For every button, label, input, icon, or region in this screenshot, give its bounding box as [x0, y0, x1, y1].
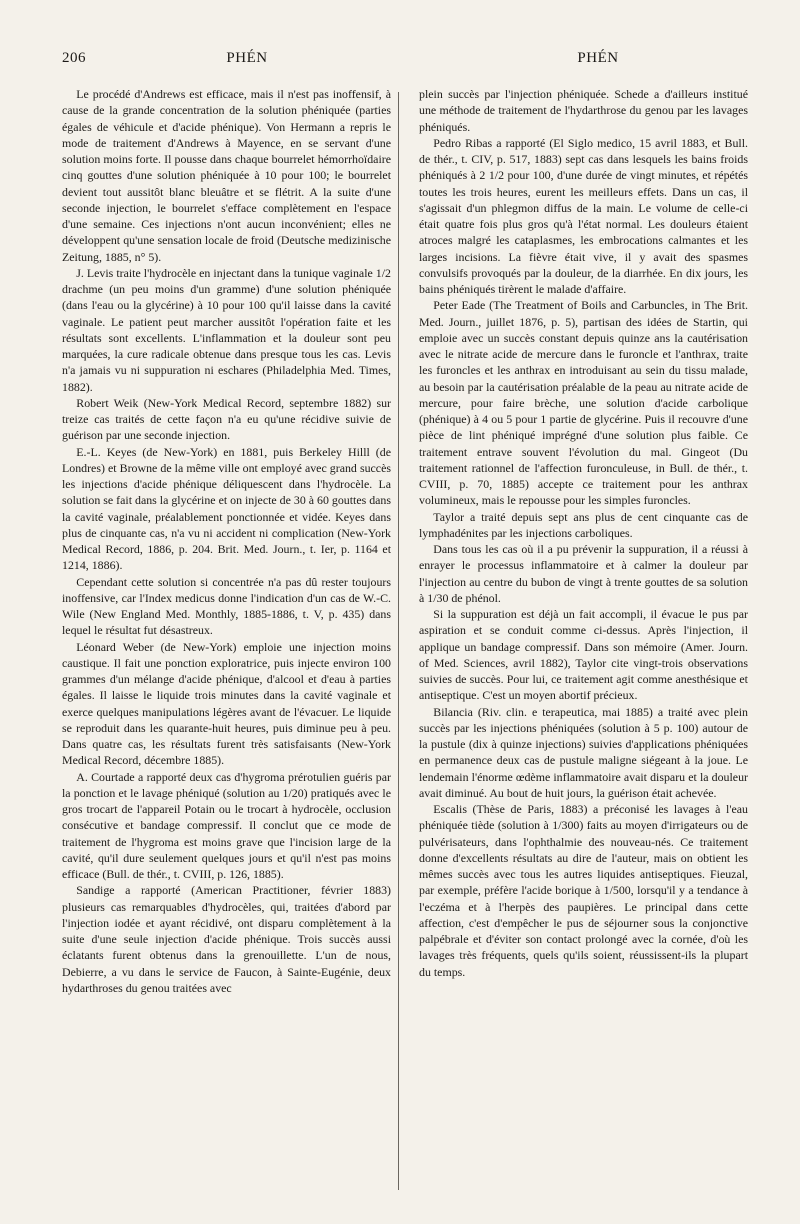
- paragraph: Dans tous les cas où il a pu prévenir la suppuration, il a réussi à enrayer le processus inflammatoire et à calmer la douleur par l'injection au centre du bubon de vingt à trente gouttes de sa solution à 1/30 de phénol.: [419, 542, 748, 605]
- paragraph: Taylor a traité depuis sept ans plus de cent cinquante cas de lymphadénites par les injections carboliques.: [419, 509, 748, 540]
- paragraph: plein succès par l'injection phéniquée. Schede a d'ailleurs institué une méthode de traitement de l'hydarthrose du genou par les lavages phéniqués.: [419, 87, 748, 134]
- paragraph: Escalis (Thèse de Paris, 1883) a préconisé les lavages à l'eau phéniquée tiède (solution à 1/300) faits au moyen d'irrigateurs ou de pulvérisateurs, dans l'ophthalmie des nouveau-nés. Ce traitement donne d'excellents résultats au dire de l'auteur, mais on obtient les mêmes succès avec tous les autres liquides antiseptiques. Fieuzal, par exemple, préfère l'acide borique à 1/500, lorsqu'il y a tendance à l'eczéma et à l'herpès des paupières. Le principal dans cette affection, c'est d'empêcher le pus de séjourner sous la conjonctive palpébrale et d'éviter son contact prolongé avec la cornée, d'où les lavages très fréquents, quels qu'ils soient, réussissent-ils la plupart du temps.: [419, 802, 748, 979]
- paragraph: Bilancia (Riv. clin. e terapeutica, mai 1885) a traité avec plein succès par les injections phéniquées (solution à 5 p. 100) autour de la pustule (dix à quinze injections) suivies d'applications phéniquées en permanence deux cas de pustule maligne siégeant à la joue. Le lendemain l'énorme œdème inflammatoire avait disparu et la douleur avait diminué. Au bout de huit jours, la guérison était achevée.: [419, 704, 748, 800]
- right-column: [419, 86, 748, 1196]
- paragraph: Sandige a rapporté (American Practitioner, février 1883) plusieurs cas remarquables d'hydrocèles, qui, traitées d'abord par l'injection iodée et ayant récidivé, ont disparu complètement à la suite d'une seule injection d'acide phénique. Trois succès aussi éclatants furent obtenus dans la grenouillette. L'un de nous, Debierre, a vu dans le service de Faucon, à Sainte-Eugénie, deux hydarthroses du genou traitées avec: [62, 883, 391, 995]
- paragraph: E.-L. Keyes (de New-York) en 1881, puis Berkeley Hilll (de Londres) et Browne de la même ville ont employé avec grand succès les injections d'acide phénique déliquescent dans l'hydrocèle. La solution se fait dans la glycérine et on injecte de 30 à 60 gouttes dans la cavité vaginale, préalablement ponctionnée et vidée. Keyes dans plus de cinquante cas, n'a vu ni accident ni complication (New-York Medical Record, 1886, p. 204. Brit. Med. Journ., t. Ier, p. 1164 et 1214, 1886).: [62, 444, 391, 573]
- paragraph: Robert Weik (New-York Medical Record, septembre 1882) sur treize cas traités de cette façon n'a eu qu'une récidive suivie de guérison par une seconde injection.: [62, 395, 391, 443]
- paragraph: Peter Eade (The Treatment of Boils and Carbuncles, in The Brit. Med. Journ., juillet 1876, p. 5), partisan des idées de Startin, qui emploie avec un succès constant depuis quinze ans la cautérisation avec le nitrate acide de mercure dans le furoncle et l'anthrax, traite les furoncles et les anthrax en introduisant au sein du tissu malade, au besoin par la cautérisation préalable de la peau au nitrate acide de mercure, pour faire brèche, une solution d'acide carbolique (phénique) à 4 ou 5 pour 1 partie de glycérine. Puis il recouvre d'une pièce de lint phéniqué imprégné d'une solution plus faible. Ce traitement entrave souvent l'évolution du mal. Gingeot (Du traitement rationnel de l'affection furonculeuse, in Bull. de thér., t. CVIII, p. 70, 1885) accepte ce traitement pour les anthrax volumineux, mais le repousse pour les simples furoncles.: [419, 298, 748, 508]
- page-number: 206: [62, 50, 86, 66]
- paragraph: Cependant cette solution si concentrée n'a pas dû rester toujours inoffensive, car l'Index medicus donne l'indication d'un cas de W.-C. Wile (New England Med. Monthly, 1885-1886, t. V, p. 435) dans lequel le résultat fut désastreux.: [62, 574, 391, 638]
- paragraph: Le procédé d'Andrews est efficace, mais il n'est pas inoffensif, à cause de la grande concentration de la solution phéniquée (parties égales de véhicule et d'acide phénique). Von Hermann a repris le mode de traitement d'Andrews à Mayence, en se servant d'une solution moins forte. Il pousse dans chaque bourrelet hémorrhoïdaire cinq gouttes d'une solution phéniquée à 10 pour 100; le bourrelet devient tout aussitôt blanc bleuâtre et se flétrit. A la suite d'une seconde injection, le bourrelet s'efface complètement en l'espace d'une semaine. Ces injections n'ont aucun inconvénient; elles ne développent qu'une sensation locale de froid (Deutsche medizinische Zeitung, 1885, n° 5).: [62, 87, 391, 264]
- paragraph: Léonard Weber (de New-York) emploie une injection moins caustique. Il fait une ponction exploratrice, puis injecte environ 100 grammes d'un mélange d'acide phénique, d'alcool et d'eau à parties égales. Il laisse le liquide trois minutes dans la cavité vaginale et exerce quelques manipulations légères avant de l'évacuer. Le liquide se reproduit dans les quarante-huit heures, puis diminue peu à peu. Dans quatre cas, les résultats furent très satisfaisants (New-York Medical Record, décembre 1885).: [62, 639, 391, 768]
- page-header: [62, 50, 748, 74]
- paragraph: J. Levis traite l'hydrocèle en injectant dans la tunique vaginale 1/2 drachme (un peu moins d'un gramme) d'une solution phéniquée (dans l'eau ou la glycérine) à 10 pour 100 qu'il laisse dans la cavité vaginale. Le patient peut marcher aussitôt l'opération faite et les résultats sont excellents. L'inflammation et la douleur sont peu marquées, la cure radicale obtenue dans presque tous les cas. Levis n'a jamais vu ni suppuration ni eschares (Philadelphia Med. Times, 1882).: [62, 265, 391, 394]
- text-columns: [62, 86, 748, 1196]
- paragraph: A. Courtade a rapporté deux cas d'hygroma prérotulien guéris par la ponction et le lavage phéniqué (solution au 1/20) pratiqués avec le gros trocart de l'appareil Potain ou le trocart à hydrocèle, occlusion consécutive et bandage compressif. Il conclut que ce mode de traitement de l'hygroma est moins grave que l'incision large de la cavité, qu'il dure seulement quelques jours et qu'il n'est pas moins efficace (Bull. de thér., t. CVIII, p. 126, 1885).: [62, 769, 391, 881]
- paragraph: Pedro Ribas a rapporté (El Siglo medico, 15 avril 1883, et Bull. de thér., t. CIV, p. 517, 1883) sept cas dans lesquels les bains froids phéniqués à 2 1/2 pour 100, d'une durée de vingt minutes, et répétés toutes les trois heures, eurent les meilleurs effets. Dans un cas, il s'agissait d'un phlegmon diffus de la main. Le volume de celle-ci était quatre fois plus gros qu'à l'état normal. Les douleurs étaient atroces malgré les cataplasmes, les embrocations calmantes et les larges incisions. La fièvre était vive, il y avait des spasmes convulsifs provoqués par la douleur, de la diarrhée. En dix jours, les bains phéniqués tirèrent le malade d'affaire.: [419, 135, 748, 296]
- running-head-left: PHÉN: [226, 50, 268, 66]
- paragraph: Si la suppuration est déjà un fait accompli, il évacue le pus par aspiration et se conduit comme ci-dessus. Après l'injection, il applique un bandage compressif. Dans son mémoire (Amer. Journ. of Med. Sciences, avril 1882), Taylor cite vingt-trois observations suivies de succès. Pour lui, ce traitement agit comme anesthésique et antiseptique. C'est un moyen abortif précieux.: [419, 607, 748, 703]
- running-head-right: PHÉN: [577, 50, 619, 66]
- left-column: [62, 86, 391, 1196]
